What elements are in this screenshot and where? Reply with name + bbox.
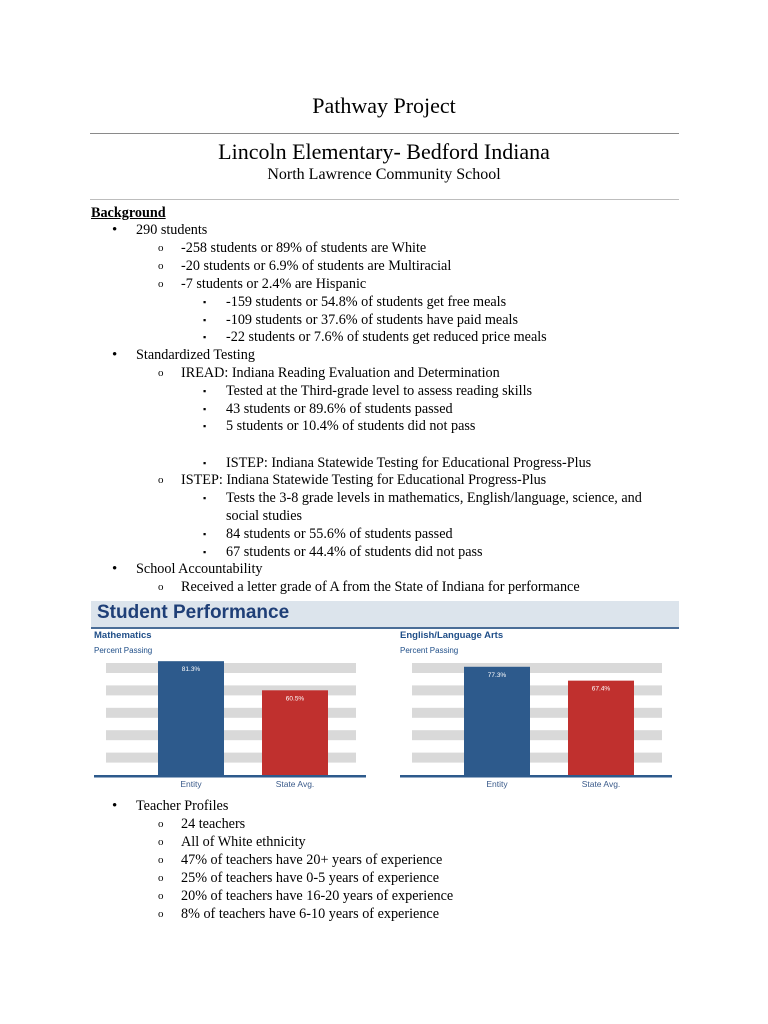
istep-label: ISTEP: Indiana Statewide Testing for Educational Progress-Plus (181, 472, 547, 488)
grade-item: Received a letter grade of A from the State of Indiana for performance (181, 579, 580, 595)
square-bullet-icon: ▪ (203, 421, 207, 431)
student-performance-panel (91, 601, 679, 795)
circle-bullet-icon: o (158, 908, 164, 920)
bullet-icon: • (112, 561, 118, 577)
iread-label: IREAD: Indiana Reading Evaluation and Determination (181, 365, 500, 381)
teacher-heading: Teacher Profiles (136, 798, 229, 814)
circle-bullet-icon: o (158, 818, 164, 830)
school-title: Lincoln Elementary- Bedford Indiana (218, 139, 550, 164)
square-bullet-icon: ▪ (203, 315, 207, 325)
istep-item: 84 students or 55.6% of students passed (226, 526, 453, 542)
circle-bullet-icon: o (158, 278, 164, 290)
square-bullet-icon: ▪ (203, 493, 207, 503)
chart-baseline (94, 775, 366, 778)
ethnicity-item: -7 students or 2.4% are Hispanic (181, 276, 367, 292)
bar-value-label: 67.4% (591, 685, 611, 693)
category-label: Entity (486, 779, 508, 789)
circle-bullet-icon: o (158, 581, 164, 593)
iread-item: Tested at the Third-grade level to assess reading skills (226, 383, 533, 399)
istep-item: Tests the 3-8 grade levels in mathematics, English/language, science, and (226, 490, 642, 506)
chart-title: Mathematics (94, 630, 152, 641)
istep-item-continued: social studies (226, 508, 303, 524)
square-bullet-icon: ▪ (203, 547, 207, 557)
bar-value-label: 60.5% (285, 695, 305, 703)
category-label: State Avg. (581, 779, 621, 789)
ethnicity-item: -20 students or 6.9% of students are Multiracial (181, 258, 452, 274)
circle-bullet-icon: o (158, 474, 164, 486)
chart-title: English/Language Arts (400, 630, 504, 641)
teacher-item: 25% of teachers have 0-5 years of experience (181, 870, 440, 886)
accountability-heading: School Accountability (136, 561, 263, 577)
meals-item: -159 students or 54.8% of students get free meals (226, 294, 507, 310)
circle-bullet-icon: o (158, 854, 164, 866)
testing-heading: Standardized Testing (136, 347, 255, 363)
performance-title: Student Performance (97, 602, 290, 623)
square-bullet-icon: ▪ (203, 458, 207, 468)
square-bullet-icon: ▪ (203, 386, 207, 396)
students-count: 290 students (136, 222, 208, 238)
grid-band (412, 663, 662, 673)
bar-state-avg- (568, 681, 634, 775)
chart-subtitle: Percent Passing (400, 646, 459, 655)
meals-item: -109 students or 37.6% of students have paid meals (226, 312, 518, 328)
bar-entity (158, 661, 224, 775)
istep-note: ISTEP: Indiana Statewide Testing for Educational Progress-Plus (226, 455, 592, 471)
ethnicity-item: -258 students or 89% of students are White (181, 240, 427, 256)
bullet-icon: • (112, 798, 118, 814)
header-divider (90, 199, 679, 200)
square-bullet-icon: ▪ (203, 297, 207, 307)
circle-bullet-icon: o (158, 242, 164, 254)
teacher-item: 24 teachers (181, 816, 246, 832)
square-bullet-icon: ▪ (203, 404, 207, 414)
category-label: State Avg. (275, 779, 315, 789)
page-title: Pathway Project (312, 93, 456, 118)
circle-bullet-icon: o (158, 872, 164, 884)
iread-item: 5 students or 10.4% of students did not pass (226, 418, 476, 434)
category-label: Entity (180, 779, 202, 789)
square-bullet-icon: ▪ (203, 529, 207, 539)
title-divider (90, 133, 679, 134)
iread-item: 43 students or 89.6% of students passed (226, 401, 453, 417)
teacher-item: All of White ethnicity (181, 834, 306, 850)
bar-entity (464, 667, 530, 775)
teacher-item: 47% of teachers have 20+ years of experience (181, 852, 443, 868)
bullet-icon: • (112, 222, 118, 238)
bar-value-label: 81.3% (181, 666, 201, 674)
bar-value-label: 77.3% (487, 671, 507, 679)
district-name: North Lawrence Community School (267, 166, 501, 183)
background-heading: Background (91, 205, 166, 221)
circle-bullet-icon: o (158, 890, 164, 902)
performance-charts (91, 601, 679, 795)
chart-baseline (400, 775, 672, 778)
bullet-icon: • (112, 347, 118, 363)
bar-state-avg- (262, 690, 328, 775)
istep-item: 67 students or 44.4% of students did not pass (226, 544, 483, 560)
square-bullet-icon: ▪ (203, 332, 207, 342)
teacher-item: 8% of teachers have 6-10 years of experience (181, 906, 440, 922)
circle-bullet-icon: o (158, 836, 164, 848)
meals-item: -22 students or 7.6% of students get reduced price meals (226, 329, 547, 345)
teacher-item: 20% of teachers have 16-20 years of experience (181, 888, 454, 904)
circle-bullet-icon: o (158, 260, 164, 272)
grid-band (106, 663, 356, 673)
circle-bullet-icon: o (158, 367, 164, 379)
chart-subtitle: Percent Passing (94, 646, 153, 655)
